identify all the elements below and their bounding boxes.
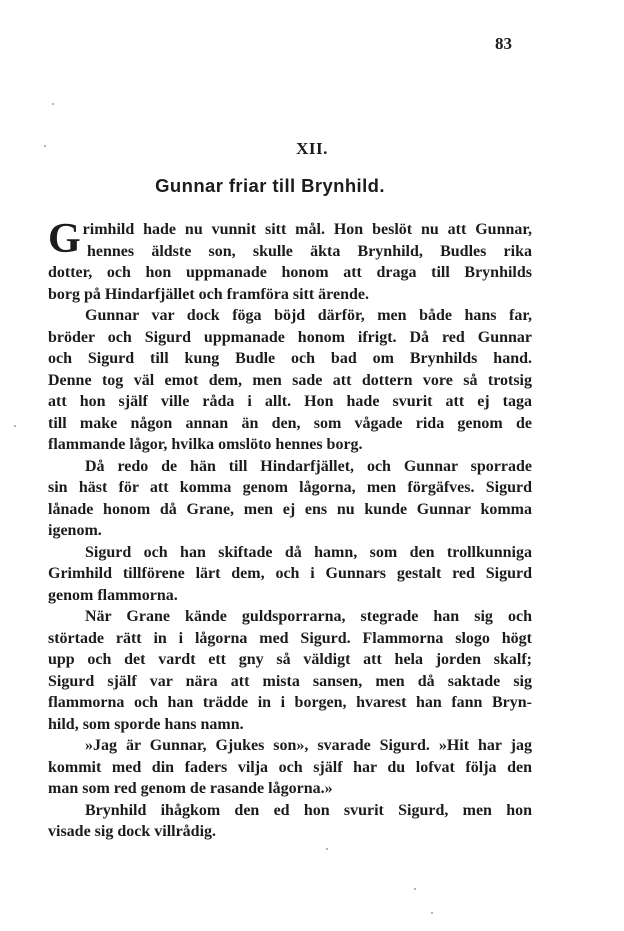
text-line: Gunnar var dock föga böjd därför, men både hans far,: [85, 307, 532, 324]
text-line: igenom.: [48, 522, 102, 539]
paper-speck: [14, 425, 16, 427]
text-line: hild, som sporde hans namn.: [48, 715, 244, 733]
paper-speck: [52, 103, 54, 105]
text-line: Sigurd och han skiftade då hamn, som den trollkunniga: [85, 543, 532, 561]
text-line: Grimhild tillförene lärt dem, och i Gunnars gestalt red Sigurd: [48, 565, 532, 582]
text-line: sin häst för att komma genom lågorna, men förgäfves. Sigurd: [48, 479, 532, 496]
text-line: »Jag är Gunnar, Gjukes son», svarade Sigurd. »Hit har jag: [85, 737, 532, 754]
text-line: Då redo de hän till Hindarfjället, och Gunnar sporrade: [85, 457, 532, 475]
text-line: bröder och Sigurd uppmanade honom ifrigt. Då red Gunnar: [48, 328, 532, 346]
paper-speck: [326, 848, 328, 850]
text-line: till make någon annan än den, som vågade rida genom de: [48, 414, 532, 432]
text-line: hennes äldste son, skulle äkta Brynhild, Budles rika: [87, 242, 532, 260]
text-line: dotter, och hon uppmanade honom att draga till Brynhilds: [48, 264, 532, 281]
text-line: upp och det vardt ett gny så väldigt att hela jorden skalf;: [48, 651, 532, 668]
paper-speck: [44, 145, 46, 147]
text-line: Sigurd själf var nära att mista sansen, men då saktade sig: [48, 672, 532, 690]
paper-speck: [414, 888, 416, 890]
chapter-number: XII.: [296, 139, 328, 158]
text-line: och Sigurd till kung Budle och bad om Brynhilds hand.: [48, 350, 532, 367]
text-line: man som red genom de rasande lågorna.»: [48, 780, 333, 797]
page-number: 83: [495, 34, 512, 53]
text-line: kommit med din faders vilja och själf har du lofvat följa den: [48, 758, 532, 776]
text-line: flammande lågor, hvilka omslöto hennes borg.: [48, 436, 363, 453]
text-line: att hon själf ville råda i allt. Hon hade svurit att ej taga: [48, 393, 532, 410]
paper-speck: [431, 912, 433, 914]
text-line: När Grane kände guldsporrarna, stegrade han sig och: [85, 608, 532, 625]
text-line: Brynhild ihågkom den ed hon svurit Sigurd, men hon: [85, 801, 532, 819]
drop-cap: G: [48, 216, 81, 262]
text-line: lånade honom då Grane, men ej ens nu kunde Gunnar komma: [48, 500, 532, 518]
text-line: störtade rätt in i lågorna med Sigurd. Flammorna slogo högt: [48, 629, 532, 647]
text-line: flammorna och han trädde in i borgen, hvarest han fann Bryn-: [48, 694, 532, 711]
text-line: borg på Hindarfjället och framföra sitt ärende.: [48, 285, 369, 303]
text-line: visade sig dock villrådig.: [48, 823, 217, 840]
text-line: Denne tog väl emot dem, men sade att dottern vore så trotsig: [48, 371, 532, 389]
chapter-body: [48, 216, 532, 843]
chapter-title: Gunnar friar till Brynhild.: [155, 175, 385, 196]
text-line: rimhild hade nu vunnit sitt mål. Hon beslöt nu att Gunnar,: [82, 221, 532, 238]
text-line: genom flammorna.: [48, 586, 178, 604]
